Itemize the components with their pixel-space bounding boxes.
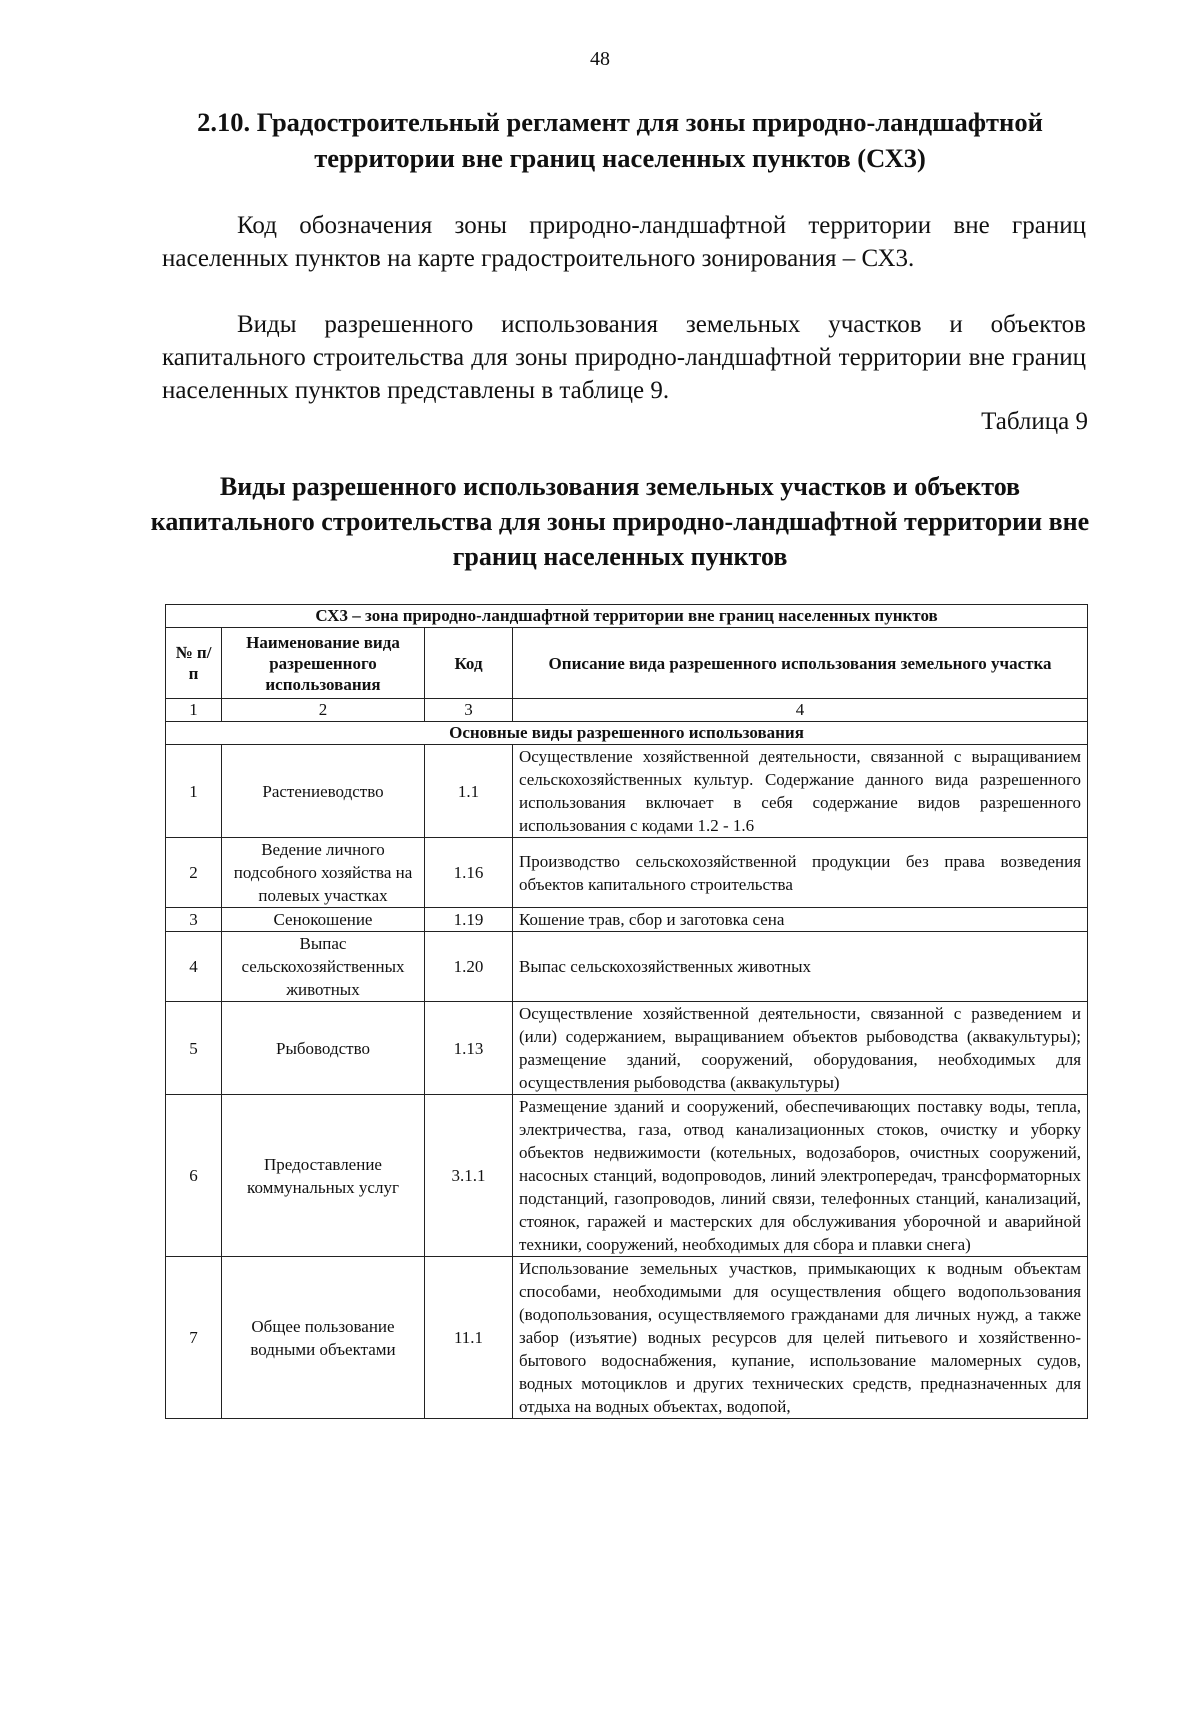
use-name: Предоставление коммунальных услуг: [222, 1095, 425, 1257]
table-title: Виды разрешенного использования земельных участков и объектов капитального строительства для зоны природно-ландшафтной территории вне границ населенных пунктов: [150, 472, 1090, 571]
use-code: 1.13: [425, 1002, 513, 1095]
row-number: 7: [166, 1257, 222, 1419]
use-description: Выпас сельскохозяйственных животных: [513, 932, 1088, 1002]
row-number: 6: [166, 1095, 222, 1257]
column-number: 4: [513, 699, 1088, 722]
use-code: 1.20: [425, 932, 513, 1002]
use-name: Общее пользование водными объектами: [222, 1257, 425, 1419]
zone-header-row: [166, 605, 1088, 628]
use-description: Осуществление хозяйственной деятельности, связанной с разведением и (или) содержанием, выращиванием объектов рыбоводства (аквакультуры); размещение зданий, сооружений, оборудования, необходимых для осуществления рыбоводства (аквакультуры): [513, 1002, 1088, 1095]
zone-header: СХ3 – зона природно-ландшафтной территории вне границ населенных пунктов: [166, 605, 1088, 628]
use-name: Сенокошение: [222, 908, 425, 932]
header-number: № п/п: [166, 628, 222, 699]
column-number: 2: [222, 699, 425, 722]
table-row: [166, 745, 1088, 838]
use-code: 3.1.1: [425, 1095, 513, 1257]
column-header-row: [166, 628, 1088, 699]
section-heading: 2.10. Градостроительный регламент для зоны природно-ландшафтной территории вне границ населенных пунктов (СХ3): [197, 107, 1043, 173]
table-row: [166, 1257, 1088, 1419]
use-name: Выпас сельскохозяйственных животных: [222, 932, 425, 1002]
use-description: Размещение зданий и сооружений, обеспечивающих поставку воды, тепла, электричества, газа, отвод канализационных стоков, очистку и уборку объектов недвижимости (котельных, водозаборов, очистных сооружений, насосных станций, водопроводов, линий электропередач, трансформаторных подстанций, газопроводов, линий связи, телефонных станций, канализаций, стоянок, гаражей и мастерских для обслуживания уборочной и аварийной техники, сооружений, необходимых для сбора и плавки снега): [513, 1095, 1088, 1257]
row-number: 5: [166, 1002, 222, 1095]
permitted-uses-table: [165, 604, 1088, 1419]
use-code: 11.1: [425, 1257, 513, 1419]
table-row: [166, 838, 1088, 908]
use-description: Осуществление хозяйственной деятельности, связанной с выращиванием сельскохозяйственных культур. Содержание данного вида разрешенного использования включает в себя содержание видов разрешенного использования с кодами 1.2 - 1.6: [513, 745, 1088, 838]
use-description: Использование земельных участков, примыкающих к водным объектам способами, необходимыми для осуществления общего водопользования (водопользования, осуществляемого гражданами для личных нужд, а также забор (изъятие) водных ресурсов для целей питьевого и хозяйственно-бытового водоснабжения, купание, использование маломерных судов, водных мотоциклов и других технических средств, предназначенных для отдыха на водных объектах, водопой,: [513, 1257, 1088, 1419]
use-name: Растениеводство: [222, 745, 425, 838]
use-code: 1.16: [425, 838, 513, 908]
header-description: Описание вида разрешенного использования земельного участка: [513, 628, 1088, 699]
header-code: Код: [425, 628, 513, 699]
use-code: 1.1: [425, 745, 513, 838]
header-name: Наименование вида разрешенного использования: [222, 628, 425, 699]
row-number: 1: [166, 745, 222, 838]
column-number: 1: [166, 699, 222, 722]
group-header-row: [166, 722, 1088, 745]
use-name: Рыбоводство: [222, 1002, 425, 1095]
use-description: Кошение трав, сбор и заготовка сена: [513, 908, 1088, 932]
group-header: Основные виды разрешенного использования: [166, 722, 1088, 745]
table-label: Таблица 9: [981, 408, 1088, 435]
row-number: 3: [166, 908, 222, 932]
column-number: 3: [425, 699, 513, 722]
paragraph-permitted-uses: Виды разрешенного использования земельных участков и объектов капитального строительства для зоны природно-ландшафтной территории вне границ населенных пунктов представлены в таблице 9.: [162, 311, 1086, 404]
page-number: 48: [590, 48, 610, 70]
use-name: Ведение личного подсобного хозяйства на полевых участках: [222, 838, 425, 908]
row-number: 4: [166, 932, 222, 1002]
table-row: [166, 1002, 1088, 1095]
paragraph-zone-code: Код обозначения зоны природно-ландшафтной территории вне границ населенных пунктов на карте градостроительного зонирования – СХ3.: [162, 212, 1086, 272]
column-number-row: [166, 699, 1088, 722]
table-row: [166, 908, 1088, 932]
use-description: Производство сельскохозяйственной продукции без права возведения объектов капитального строительства: [513, 838, 1088, 908]
use-code: 1.19: [425, 908, 513, 932]
table-row: [166, 932, 1088, 1002]
row-number: 2: [166, 838, 222, 908]
table-row: [166, 1095, 1088, 1257]
